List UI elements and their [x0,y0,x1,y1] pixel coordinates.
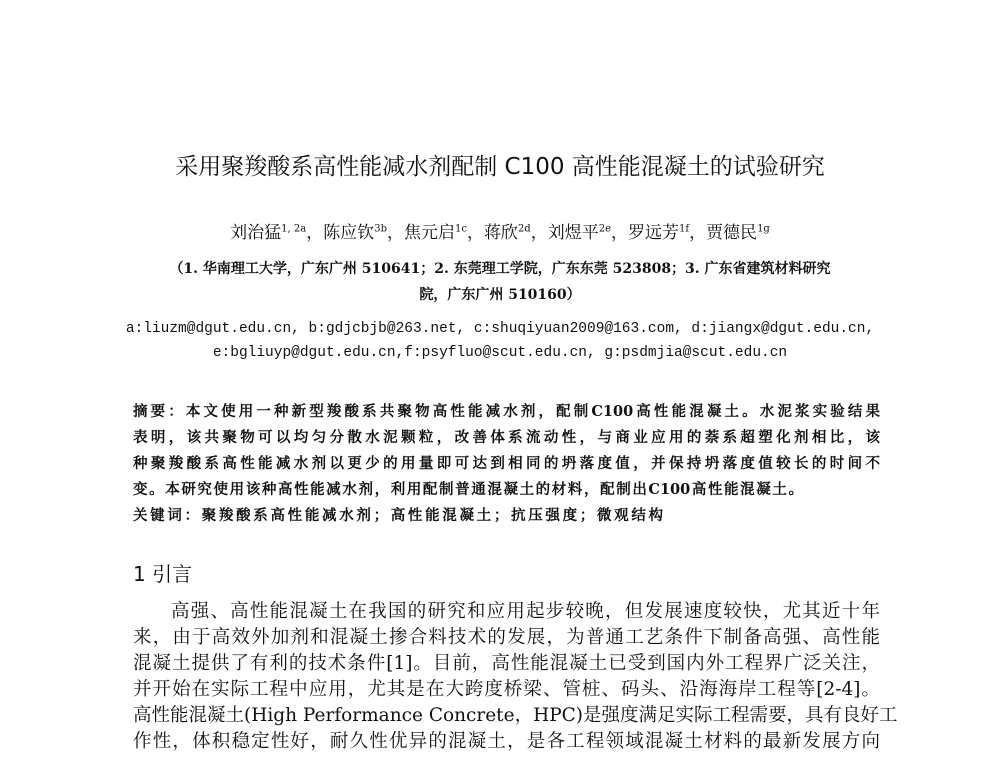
body-line: 作性，体积稳定性好，耐久性优异的混凝土，是各工程领域混凝土材料的最新发展方向 [133,731,880,752]
author: 蒋欣$^{2d}$， [483,223,548,243]
body-line: 并开始在实际工程中应用，尤其是在大跨度桥梁、管桩、码头、沿海海岸工程等[2-4]。 [133,679,880,700]
abstract-line: 摘要：本文使用一种新型羧酸系共聚物高性能减水剂，配制C100高性能混凝土。水泥浆实验结果 [133,403,880,420]
affiliation-line: （1. 华南理工大学，广东广州 510641；2. 东莞理工学院，广东东莞 523808；3. 广东省建筑材料研究 [169,261,831,277]
author-affiliation-mark: 1, 2a [281,223,307,235]
abstract-line: 变。本研究使用该种高性能减水剂，利用配制普通混凝土的材料，配制出C100高性能混凝土。 [133,481,803,498]
author-affiliation-mark: 1g [757,223,770,235]
author: 焦元启$^{1c}$， [403,223,484,243]
author-name: 刘治猛 [230,223,282,243]
body-line: 高性能混凝土(High Performance Concrete，HPC)是强度满足实际工程需要，具有良好工 [133,705,898,726]
author-affiliation-mark: 3b [374,223,387,235]
author: 罗远芳$^{1f}$， [627,223,707,243]
author-name: 陈应钦 [323,223,375,243]
affiliation-line: 院，广东广州 510160） [419,287,581,303]
paper-title: 采用聚羧酸系高性能减水剂配制 C100 高性能混凝土的试验研究 [175,154,825,180]
author-affiliation-mark: 1c [454,223,467,235]
email-line: e:bgliuyp@dgut.edu.cn,f:psyfluo@scut.edu.cn, g:psdmjia@scut.edu.cn [212,345,788,361]
author: 陈应钦$^{3b}$， [323,223,404,243]
section-heading: 1 引言 [133,562,193,586]
author: 刘治猛$^{1, 2a}$， [230,223,324,243]
email-line: a:liuzm@dgut.edu.cn, b:gdjcbjb@263.net, c:shuqiyuan2009@163.com, d:jiangx@dgut.edu.cn, [125,321,875,337]
author-affiliation-mark: 1f [678,223,690,235]
author: 刘煜平$^{2e}$， [547,223,628,243]
abstract-line: 种聚羧酸系高性能减水剂以更少的用量即可达到相同的坍落度值，并保持坍落度值较长的时间不 [133,455,880,472]
author-name: 焦元启 [403,223,455,243]
body-line: 混凝土提供了有利的技术条件[1]。目前，高性能混凝土已受到国内外工程界广泛关注， [133,653,880,674]
author-affiliation-mark: 2e [598,223,611,235]
author-list [0,218,1000,243]
author-affiliation-mark: 2d [517,223,531,235]
author-name: 罗远芳 [627,223,679,243]
author [706,223,770,243]
author-name: 刘煜平 [547,223,599,243]
author-name: 贾德民 [706,223,758,243]
body-line: 高强、高性能混凝土在我国的研究和应用起步较晚，但发展速度较快，尤其近十年 [171,601,880,622]
author-name: 蒋欣 [483,223,518,243]
abstract-line: 表明，该共聚物可以均匀分散水泥颗粒，改善体系流动性，与商业应用的萘系超塑化剂相比，该 [133,429,880,446]
keywords: 关键词：聚羧酸系高性能减水剂；高性能混凝土；抗压强度；微观结构 [133,507,663,524]
body-line: 来，由于高效外加剂和混凝土掺合料技术的发展，为普通工艺条件下制备高强、高性能 [133,627,880,648]
